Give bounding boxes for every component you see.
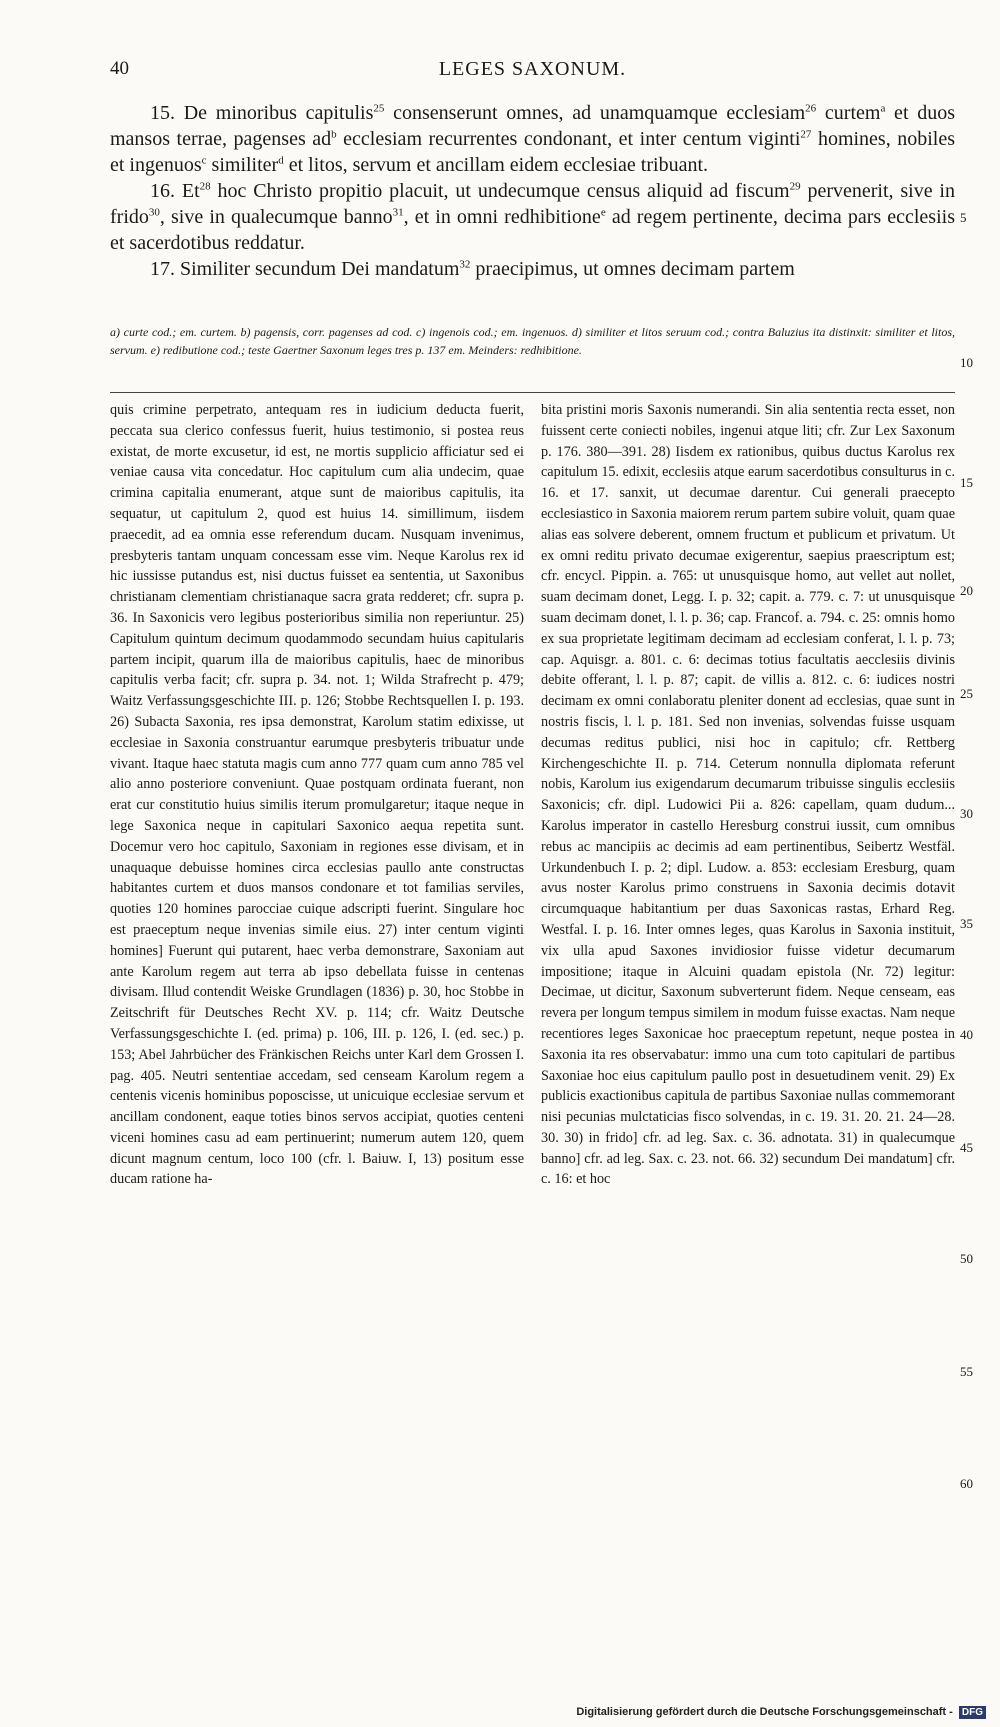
dfg-logo: DFG [959, 1706, 986, 1719]
line-number: 60 [960, 1476, 973, 1491]
line-number: 15 [960, 475, 973, 490]
page-number: 40 [110, 58, 129, 79]
paragraph-17: 17. Similiter secundum Dei mandatum$^{32}$ praecipimus, ut omnes decimam partem [150, 258, 795, 280]
line-number: 35 [960, 916, 973, 931]
line-number: 25 [960, 686, 973, 701]
line-number: 5 [960, 210, 967, 225]
main-text [110, 100, 955, 282]
line-number: 10 [960, 355, 973, 370]
apparatus-footnotes: a) curte cod.; em. curtem. b) pagensis, corr. pagenses ad cod. c) ingenois cod.; em. ingenuos. d) similiter et litos seruum cod.; contra Baluzius ita distinxit: similiter et litos, servum. e) redibutione cod.; teste Gaertner Saxonum leges tres p. 137 em. Meinders: redhibitione. [110, 325, 955, 357]
commentary-left-column: quis crimine perpetrato, antequam res in iudicium deducta fuerit, peccata sua clerico confessus fuerit, huius testimonio, si postea reus existat, de morte excusetur, id est, ne mortis supplicio afficiatur sed ei veniae causa vita concedatur. Hoc capitulum cum alia undecim, quae crimina capitalia enumerant, atque sunt de maioribus capitulis, ita sequatur, ut capitulum 2, quod est huius 14. simillimum, iisdem praecedit, ad ea omnia esse referendum ducam. Nusquam invenimus, presbyteris tantam unquam concessam esse vim. Neque Karolus rex id hic iussisse putandus est, nisi ductus fuisset ea sententia, ut Saxonibus christianam clementiam christianaque sacra grata redderet; cfr. supra p. 36. In Saxonicis vero legibus posterioribus similia non reperiuntur. 25) Capitulum quintum decimum quodammodo secundam huius capitularis partem incipit, quarum illa de maioribus capitulis, haec de minoribus capitulis verba facit; cfr. supra p. 34. not. 1; Wilda Strafrecht p. 479; Waitz Verfassungsgeschichte III. p. 126; Stobbe Rechtsquellen I. p. 193. 26) Subacta Saxonia, res ipsa demonstrat, Karolum statim edixisse, ut ecclesiae in Saxonia construantur earumque presbyteris tribuatur unde vivant. Itaque haec statuta magis cum anno 777 quam cum anno 785 vel alio anno posteriore conveniunt. Quae postquam ordinata fuerant, non erat cur constitutio huius similis iterum promulgaretur; itaque neque in lege Saxonica neque in capitulari Saxonico aequa repetita sunt. Docemur vero hoc capitulo, Saxoniam in regiones esse divisam, et in unaquaque debuisse homines circa ecclesias paullo ante constructas habitantes curtem et duos mansos condonare et tot familias serviles, quoties 120 homines parocciae cuique adscripti fuerint. Singulare hoc est praeceptum neque invenias simile eius. 27) inter centum viginti homines] Fuerunt qui putarent, haec verba demonstrare, Saxoniam aut ante Karolum regem aut terra ab ipso debellata fuisse in centenas divisam. Illud contendit Weiske Grundlagen (1836) p. 30, hoc Stobbe in Zeitschrift für Deutsches Recht XV. p. 114; cfr. Waitz Deutsche Verfassungsgeschichte I. (ed. prima) p. 106, III. p. 126, I. (ed. sec.) p. 153; Abel Jahrbücher des Fränkischen Reichs unter Karl dem Grossen I. pag. 405. Neutri sententiae accedam, sed censeam Karolum regem a centenis vicenis hominibus poposcisse, ut unicuique ecclesiae servum et ancillam condonent, eaque toties binos servos accipiat, quoties centeni viceni homines casu ad eam pertinuerint; numerum autem 120, quem dicunt magnum centum, loco 100 (cfr. l. Baiuw. I, 13) positum esse ducam ratione ha- [110, 402, 524, 1188]
footer-text: Digitalisierung gefördert durch die Deutsche Forschungsgemeinschaft - [576, 1706, 953, 1718]
line-number: 50 [960, 1251, 973, 1266]
commentary-right-column: bita pristini moris Saxonis numerandi. Sin alia sententia recta esset, non fuissent certe coniecti nobiles, ingenui atque liti; cfr. Zur Lex Saxonum p. 176. 380—391. 28) Iisdem ex rationibus, quibus ductus Karolus rex capitulum 15. edixit, ecclesiis atque earum sacerdotibus consulturus in c. 16. et 17. sanxit, ut decumae darentur. Cui generali praecepto ecclesiastico in Saxonia maiorem rerum partem subire voluit, quam quae alias eas solvere deberent, omnem fructum et publicum et privatum. Ut ex omni reditu privato decumae exigerentur, saepius praescriptum est; cfr. encycl. Pippin. a. 765: ut unusquisque homo, aut vellet aut nollet, suam decimam donet, Legg. I. p. 32; capit. a. 779. c. 7: ut unusquisque suam decimam donet, l. l. p. 36; cap. Francof. a. 794. c. 25: omnis homo ex sua proprietate legitimam decimam ad ecclesiam conferat, l. l. p. 73; cap. Aquisgr. a. 801. c. 6: decimas totius facultatis aecclesiis divinis debite offerant, l. l. p. 87; capit. de villis a. 812. c. 6: iudices nostri decimam ex omni conlaboratu pleniter donent ad ecclesias, quae sunt in nostris fiscis, l. l. p. 181. Sed non invenias, solvendas fuisse usquam decumas reditus publici, nisi hoc in capitulo; cfr. Rettberg Kirchengeschichte II. p. 714. Ceterum nonnulla diplomata referunt nobis, Karolum ius exigendarum decumarum tribuisse singulis ecclesiis Saxonicis; cfr. dipl. Ludowici Pii a. 826: capellam, quam dudum... Karolus imperator in castello Heresburg construi iussit, cum omnibus rebus ac mancipiis ac decimis ad eam pertinentibus, Seibertz Westfäl. Urkundenbuch I. p. 2; dipl. Ludow. a. 853: ecclesiam Eresburg, quam avus noster Karolus primo construens in Saxonia decimis dotavit circumquaque habitantium per duas Saxonicas rastas, Erhard Reg. Westfal. I. p. 16. Inter omnes leges, quas Karolus in Saxonia instituit, vix ulla apud Saxones invidiosior fuisse videtur decumarum impositione; itaque in Alcuini quadam epistola (Nr. 72) legitur: Decimae, ut dicitur, Saxonum subverterunt fidem. Neque censeam, eas revera per longum tempus similem in modum fuisse exactas. Nam neque recentiores leges Saxonicae hoc praeceptum repetunt, neque postea in Saxonia ita res observabatur: immo una cum toto capitulari de partibus Saxoniae hoc eius capitulum paullo post in desuetudinem venit. 29) Ex publicis exactionibus capitula de partibus Saxoniae nullas commemorant nisi pecunias mulctaticias fisco solvendas, in c. 19. 31. 20. 21. 24—28. 30. 30) in frido] cfr. ad leg. Sax. c. 36. adnotata. 31) in qualecumque banno] cfr. ad leg. Sax. c. 23. not. 66. 32) secundum Dei mandatum] cfr. c. 16: et hoc [541, 402, 955, 1188]
paragraph-16: 16. Et$^{28}$ hoc Christo propitio placuit, ut undecumque census aliquid ad fiscum$^{29}$ pervenerit, sive in frido$^{30}$, sive in qualecumque banno$^{31}$, et in omni redhibitione$^e$ ad regem pertinente, decima pars ecclesiis et sacerdotibus reddatur. [110, 180, 955, 254]
paragraph-15: 15. De minoribus capitulis$^{25}$ consenserunt omnes, ad unamquamque ecclesiam$^{26}$ curtem$^a$ et duos mansos terrae, pagenses $ad^b$ ecclesiam recurrentes condonant, et inter centum viginti$^{27}$ homines, nobiles et ingenuos$^c$ similiter$^d$ et litos, servum et ancillam eidem ecclesiae tribuant. [110, 102, 956, 176]
line-number: 55 [960, 1364, 973, 1379]
line-number: 40 [960, 1027, 973, 1042]
digitization-credit [576, 1706, 986, 1719]
line-number: 45 [960, 1140, 973, 1155]
page-header [110, 58, 955, 82]
line-number: 30 [960, 806, 973, 821]
line-number: 20 [960, 583, 973, 598]
divider [110, 392, 955, 393]
running-title: LEGES SAXONUM. [438, 58, 627, 80]
